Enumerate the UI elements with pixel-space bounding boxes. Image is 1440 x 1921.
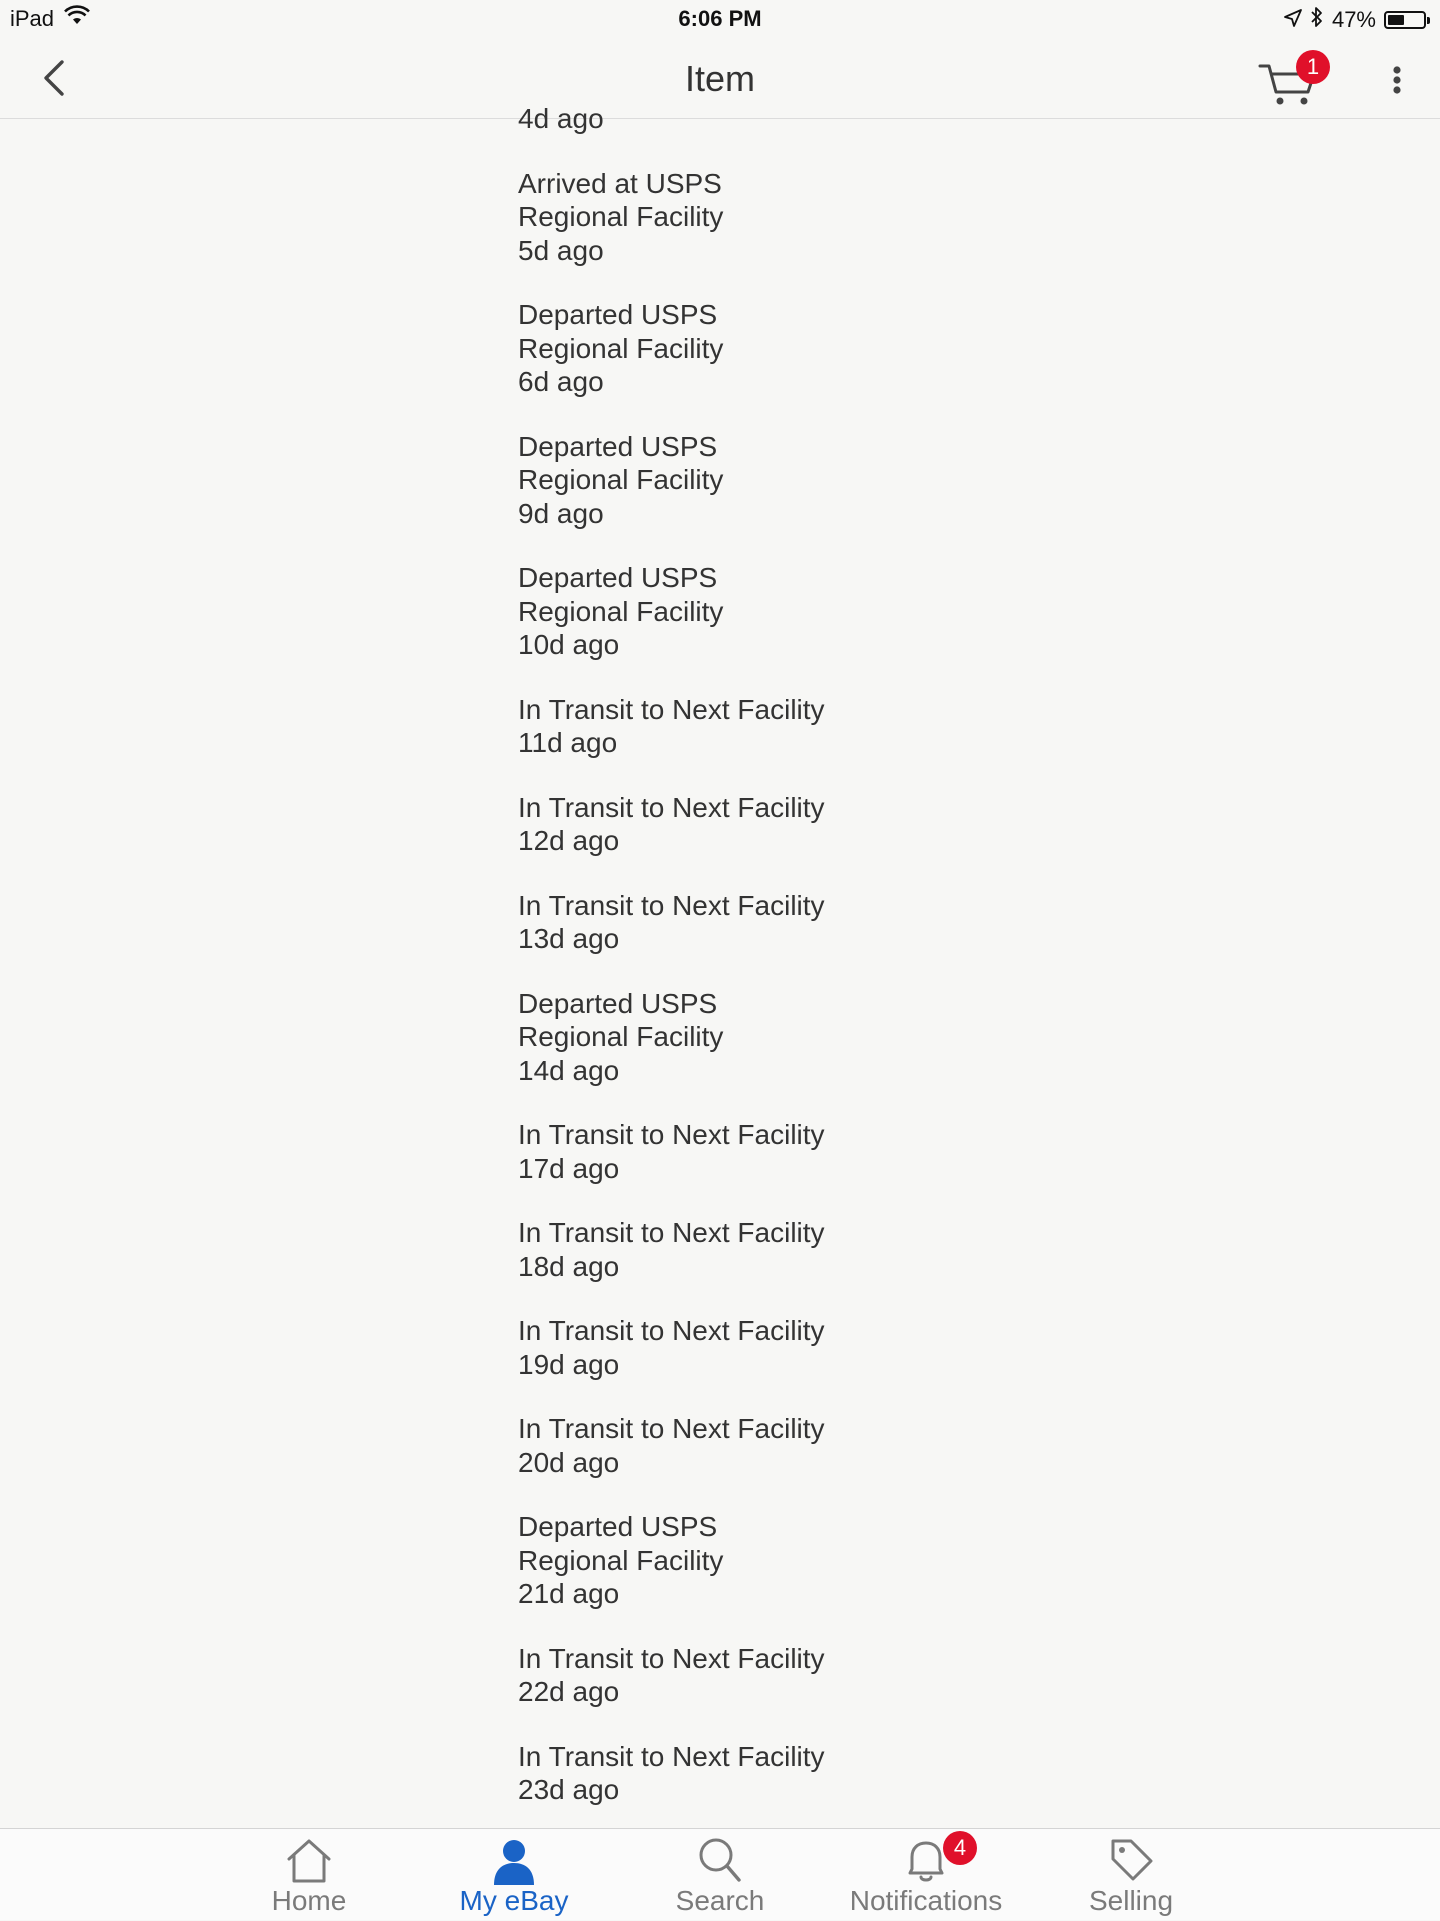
tracking-event (518, 1740, 1018, 1807)
tracking-event (518, 1510, 1018, 1611)
tab-label: Notifications (849, 1885, 1003, 1916)
tab-selling[interactable] (1046, 1829, 1216, 1921)
tracking-history-list[interactable] (0, 103, 1440, 1828)
event-description: Departed USPS (518, 1511, 718, 1542)
event-timestamp: 21d ago (518, 1578, 620, 1609)
tracking-event (518, 1642, 1018, 1709)
event-timestamp: 23d ago (518, 1774, 620, 1805)
event-timestamp: 19d ago (518, 1348, 620, 1380)
event-description: Regional Facility (518, 595, 724, 627)
tracking-event (518, 298, 1018, 399)
status-right (1284, 6, 1426, 34)
event-description: In Transit to Next Facility (518, 1413, 825, 1444)
event-description: Regional Facility (518, 1021, 724, 1052)
cart-count-badge: 1 (1296, 50, 1330, 84)
tab-notifications[interactable] (841, 1829, 1011, 1921)
event-timestamp: 9d ago (518, 497, 604, 529)
tab-label: Home (271, 1885, 347, 1916)
event-description: In Transit to Next Facility (518, 693, 825, 725)
tab-label: Selling (1088, 1885, 1174, 1916)
battery-percent: 47% (1331, 7, 1376, 32)
event-timestamp: 14d ago (518, 1054, 620, 1086)
cart-button[interactable] (1258, 48, 1328, 108)
tab-label: Search (675, 1885, 765, 1916)
event-description: In Transit to Next Facility (518, 889, 825, 921)
home-icon (281, 1835, 337, 1887)
event-description: In Transit to Next Facility (518, 1642, 825, 1674)
tracking-event (518, 167, 1018, 268)
event-description: Regional Facility (518, 464, 724, 495)
device-name: iPad (10, 6, 55, 31)
battery-cap (1427, 17, 1430, 24)
event-timestamp: 17d ago (518, 1152, 620, 1184)
event-description: Departed USPS (518, 987, 718, 1019)
tracking-event (518, 791, 1018, 858)
tracking-event (518, 987, 1018, 1088)
event-description: Regional Facility (518, 201, 724, 232)
event-description: In Transit to Next Facility (518, 1740, 825, 1772)
tracking-event (518, 561, 1018, 662)
tracking-event (518, 693, 1018, 760)
event-description: Departed USPS (518, 299, 718, 330)
status-bar (0, 0, 1440, 38)
event-description: Regional Facility (518, 1544, 724, 1576)
event-timestamp: 18d ago (518, 1250, 620, 1282)
tracking-event (518, 430, 1018, 531)
status-time: 6:06 PM (678, 6, 762, 31)
event-description: Departed USPS (518, 430, 718, 462)
tracking-event (518, 889, 1018, 956)
event-description: In Transit to Next Facility (518, 791, 825, 823)
event-timestamp: 20d ago (518, 1446, 620, 1478)
event-timestamp: 13d ago (518, 923, 620, 954)
tag-icon (1103, 1835, 1159, 1887)
event-timestamp: 4d ago (518, 103, 604, 134)
event-timestamp: 6d ago (518, 366, 604, 397)
more-vertical-icon (1382, 58, 1412, 102)
event-timestamp: 12d ago (518, 825, 620, 856)
event-description: Departed USPS (518, 562, 718, 593)
tracking-event (518, 1314, 1018, 1381)
battery-fill (1388, 15, 1404, 25)
tab-label: My eBay (459, 1885, 569, 1916)
tab-my-ebay[interactable] (429, 1829, 599, 1921)
bluetooth-icon (1310, 6, 1324, 34)
search-icon (692, 1835, 748, 1887)
event-timestamp: 11d ago (518, 727, 618, 758)
event-timestamp: 10d ago (518, 629, 620, 660)
event-timestamp: 5d ago (518, 234, 604, 266)
page-title: Item (684, 58, 755, 99)
event-description: In Transit to Next Facility (518, 1217, 825, 1248)
tab-bar (0, 1828, 1440, 1920)
battery-icon (1384, 11, 1426, 29)
event-description: In Transit to Next Facility (518, 1315, 825, 1346)
tracking-event (518, 1412, 1018, 1479)
tracking-event (518, 102, 1018, 136)
more-options-button[interactable] (1382, 58, 1412, 102)
notifications-count-badge: 4 (943, 1831, 977, 1865)
tab-search[interactable] (635, 1829, 805, 1921)
tracking-event (518, 1118, 1018, 1185)
event-timestamp: 22d ago (518, 1676, 620, 1707)
tracking-event (518, 1216, 1018, 1283)
event-description: Regional Facility (518, 332, 724, 364)
event-description: In Transit to Next Facility (518, 1119, 825, 1150)
event-description: Arrived at USPS (518, 167, 722, 199)
location-arrow-icon (1284, 7, 1302, 33)
tab-home[interactable] (224, 1829, 394, 1921)
person-icon (486, 1835, 542, 1887)
